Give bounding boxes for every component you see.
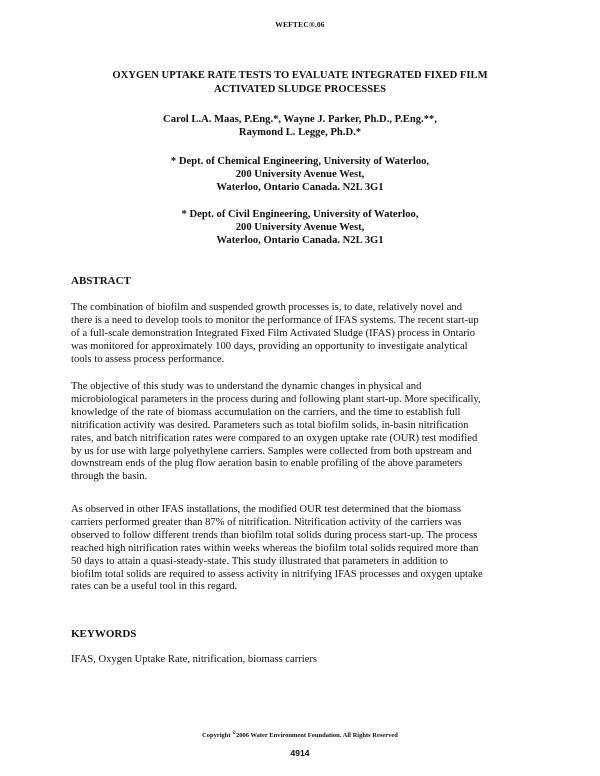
text-line: through the basin. [71,471,148,483]
affiliation-line: * Dept. of Chemical Engineering, University of Waterloo, [170,156,430,167]
text-line: tools to assess process performance. [71,353,225,365]
abstract-heading: ABSTRACT [71,275,131,287]
keywords-list: IFAS, Oxygen Uptake Rate, nitrification, biomass carriers [71,654,318,665]
text-line: The objective of this study was to understand the dynamic changes in physical and [71,381,422,392]
text-line: carriers performed greater than 87% of nitrification. Nitrification activity of the carriers was [71,516,462,528]
title-line: OXYGEN UPTAKE RATE TESTS TO EVALUATE INTEGRATED FIXED FILM [112,70,488,81]
text-line: 50 days to attain a quasi-steady-state. This study illustrated that parameters in addition to [71,555,448,567]
text-line: of a full-scale demonstration Integrated Fixed Film Activated Sludge (IFAS) process in Ontario [71,327,476,339]
text-line: nitrification activity was desired. Parameters such as total biofilm solids, in-basin nitrification [71,419,469,431]
author-line: Raymond L. Legge, Ph.D.* [238,127,362,138]
abstract-paragraph [71,302,530,367]
abstract-paragraph [71,381,530,484]
text-line: by us for use with large polyethylene carriers. Samples were collected from both upstream and [71,445,472,457]
affiliation-line: 200 University Avenue West, [235,169,365,180]
text-line: observed to follow different trends than biofilm total solids during process start-up. The process [71,529,478,541]
paper-title [60,69,540,97]
text-line: rates, and batch nitrification rates were compared to an oxygen uptake rate (OUR) test modified [71,432,478,444]
text-line: As observed in other IFAS installations, the modified OUR test determined that the biomass [71,504,461,515]
conference-header: WEFTEC®.06 [275,20,325,29]
affiliation-civil-engineering [60,208,540,247]
author-line: Carol L.A. Maas, P.Eng.*, Wayne J. Parker, Ph.D., P.Eng.**, [163,114,437,125]
text-line: was monitored for approximately 100 days, providing an opportunity to investigate analytical [71,340,468,352]
title-line: ACTIVATED SLUDGE PROCESSES [213,84,387,95]
copyright-notice [0,731,600,739]
text-line: reached high nitrification rates within weeks whereas the biofilm total solids required more than [71,542,479,554]
author-list [60,113,540,139]
text-line: downstream ends of the plug flow aeration basin to enable profiling of the above parameters [71,458,463,470]
copyright-prefix: Copyright [202,732,233,740]
affiliation-line: Waterloo, Ontario Canada. N2L 3G1 [216,182,384,193]
affiliation-line: Waterloo, Ontario Canada. N2L 3G1 [216,235,384,246]
copyright-symbol: © [232,731,236,736]
text-line: rates can be a useful tool in this regard. [71,581,238,593]
page-number: 4914 [290,748,310,758]
affiliation-chemical-engineering [60,155,540,194]
abstract-paragraph [71,504,530,594]
text-line: there is a need to develop tools to monitor the performance of IFAS systems. The recent start-up [71,314,479,326]
text-line: The combination of biofilm and suspended growth processes is, to date, relatively novel and [71,302,462,313]
copyright-text: 2006 Water Environment Foundation. All Rights Reserved [235,732,398,740]
keywords-heading: KEYWORDS [71,628,137,640]
affiliation-line: * Dept. of Civil Engineering, University of Waterloo, [181,209,419,220]
text-line: microbiological parameters in the process during and following plant start-up. More specifically, [71,393,481,405]
affiliation-line: 200 University Avenue West, [235,222,365,233]
text-line: knowledge of the rate of biomass accumulation on the carriers, and the time to establish full [71,406,461,418]
text-line: biofilm total solids are required to assess activity in nitrifying IFAS processes and oxygen uptake [71,568,483,580]
